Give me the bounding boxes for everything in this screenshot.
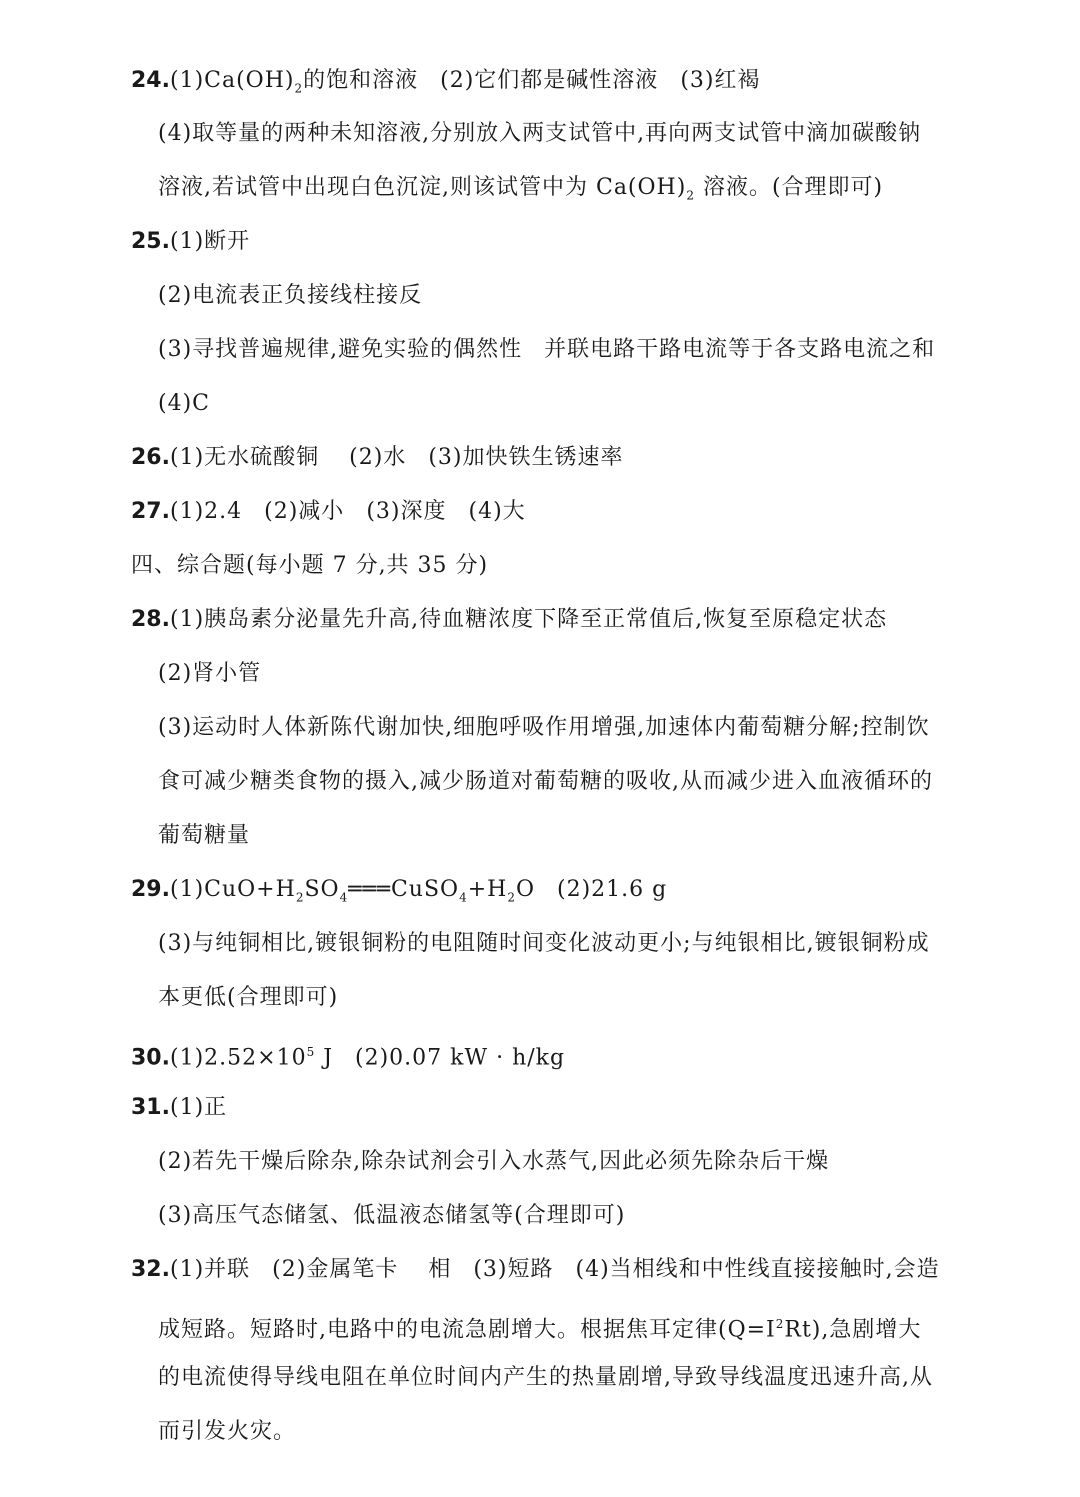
question-number: 29. <box>131 877 170 902</box>
answer-part: (1)胰岛素分泌量先升高,待血糖浓度下降至正常值后,恢复至原稳定状态 <box>169 607 888 632</box>
answer-part: (2)金属笔卡 <box>272 1257 399 1282</box>
answer-part: (1)无水硫酸铜 <box>169 445 320 470</box>
subscript: 2 <box>686 188 695 203</box>
q29-line3: 本更低(合理即可) <box>158 985 339 1010</box>
question-number: 31. <box>131 1095 170 1120</box>
section-heading: 四、综合题(每小题 7 分,共 35 分) <box>131 553 489 578</box>
answer-part: 并联电路干路电流等于各支路电流之和 <box>544 337 936 362</box>
q24-line1 <box>131 66 760 103</box>
answer-part: (3)加快铁生锈速率 <box>428 445 624 470</box>
q32-line4: 而引发火灾。 <box>158 1419 297 1444</box>
question-number: 30. <box>131 1045 170 1071</box>
question-number: 28. <box>131 607 170 632</box>
answer-part: 成短路。短路时,电路中的电流急剧增大。根据焦耳定律(Q=I <box>158 1317 776 1343</box>
q25-line3 <box>158 335 935 365</box>
q29-line2: (3)与纯铜相比,镀银铜粉的电阻随时间变化波动更小;与纯银相比,镀银铜粉成 <box>158 931 930 956</box>
answer-part: (1)并联 <box>169 1257 251 1282</box>
answer-part: (1)2.4 <box>169 499 243 524</box>
q31-line3: (3)高压气态储氢、低温液态储氢等(合理即可) <box>158 1203 626 1228</box>
q26-line1 <box>131 443 624 473</box>
question-number: 32. <box>131 1257 170 1282</box>
q28-line4: 食可减少糖类食物的摄入,减少肠道对葡萄糖的吸收,从而减少进入血液循环的 <box>158 769 933 794</box>
q27-line1 <box>131 497 526 527</box>
superscript: 2 <box>775 1317 785 1331</box>
answer-part: (3)短路 <box>473 1257 554 1282</box>
answer-part: (3)深度 <box>366 499 447 524</box>
answer-part: 溶液。(合理即可) <box>694 175 884 200</box>
answer-part: (2)水 <box>349 445 407 470</box>
answer-part: (1)断开 <box>169 229 251 254</box>
q31-line2: (2)若先干燥后除杂,除杂试剂会引入水蒸气,因此必须先除杂后干燥 <box>158 1149 830 1174</box>
answer-part: (2)它们都是碱性溶液 <box>440 68 659 93</box>
answer-part: 的饱和溶液 <box>303 68 419 93</box>
answer-part: 溶液,若试管中出现白色沉淀,则该试管中为 Ca(OH) <box>158 175 687 200</box>
answer-part: (3)红褐 <box>680 68 761 93</box>
q28-line5: 葡萄糖量 <box>158 823 251 848</box>
answer-part: (1)2.52×10 <box>169 1045 307 1071</box>
answer-part: (2)21.6 g <box>557 877 668 902</box>
answer-part: J <box>315 1045 334 1071</box>
answer-part: (1)Ca(OH) <box>169 68 295 93</box>
answer-part: (3)寻找普遍规律,避免实验的偶然性 <box>158 337 523 362</box>
q32-line2 <box>158 1309 921 1345</box>
q28-line2: (2)肾小管 <box>158 661 262 686</box>
question-number: 26. <box>131 445 170 470</box>
question-number: 25. <box>131 229 170 254</box>
question-number: 27. <box>131 499 170 524</box>
answer-part: 相 <box>428 1257 452 1282</box>
q32-line1 <box>131 1255 940 1285</box>
q32-line3: 的电流使得导线电阻在单位时间内产生的热量剧增,导致导线温度迅速升高,从 <box>158 1365 933 1390</box>
answer-part: Rt),急剧增大 <box>784 1317 922 1343</box>
answer-part: (2)0.07 kW · h/kg <box>355 1045 566 1071</box>
q24-line3 <box>158 173 883 210</box>
q28-line3: (3)运动时人体新陈代谢加快,细胞呼吸作用增强,加速体内葡萄糖分解;控制饮 <box>158 715 930 740</box>
q25-line2: (2)电流表正负接线柱接反 <box>158 283 423 308</box>
chemical-equation: $(1)CuO+H_2SO_4═══CuSO_4+H_2O$ <box>169 877 536 905</box>
subscript: 2 <box>294 81 304 96</box>
q25-line1 <box>131 227 250 257</box>
q25-line4: (4)C <box>158 391 210 416</box>
q28-line1 <box>131 605 887 635</box>
q31-line1 <box>131 1093 227 1123</box>
q29-line1 <box>131 875 667 912</box>
answer-part: (4)当相线和中性线直接接触时,会造 <box>575 1257 940 1282</box>
answer-part: (4)大 <box>468 499 526 524</box>
question-number: 24. <box>131 68 170 93</box>
superscript: 5 <box>306 1045 316 1059</box>
answer-part: (1)正 <box>169 1095 228 1120</box>
answer-part: (2)减小 <box>264 499 345 524</box>
q30-line1 <box>131 1037 565 1073</box>
q24-line2: (4)取等量的两种未知溶液,分别放入两支试管中,再向两支试管中滴加碳酸钠 <box>158 121 922 146</box>
